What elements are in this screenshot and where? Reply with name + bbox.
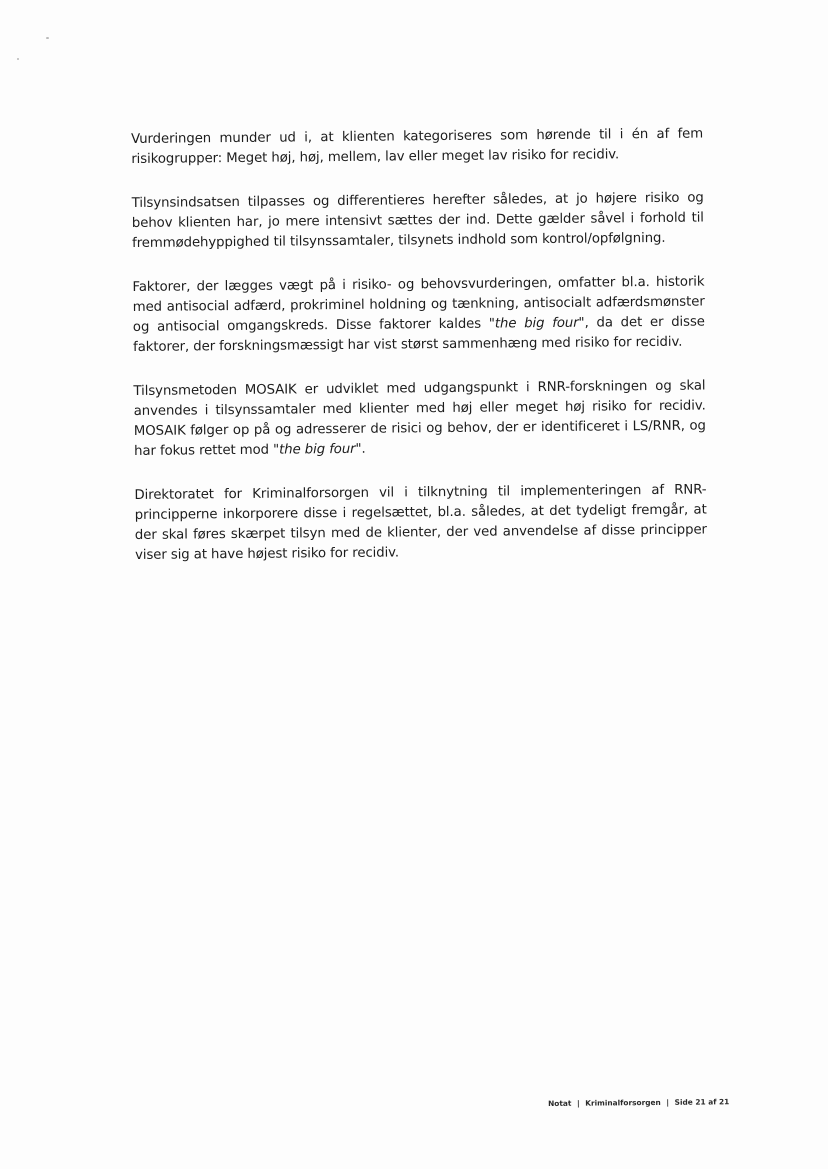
paragraph-text: . <box>361 441 366 457</box>
paragraph <box>132 273 705 358</box>
footer-page-label: Side 21 af 21 <box>674 1097 730 1107</box>
paragraph <box>134 480 707 565</box>
body-text <box>131 125 707 590</box>
paragraph-text: Vurderingen munder ud i, at klienten kategoriseres som hørende til i én af fem risikogrupper: Meget høj, høj, mellem, lav eller meget lav risiko for recidiv. <box>131 126 704 167</box>
page-footer <box>548 1097 729 1108</box>
footer-separator: | <box>666 1097 670 1107</box>
emphasized-text: "the big four" <box>488 315 585 332</box>
footer-doc-type: Notat <box>548 1098 572 1108</box>
paragraph-text: Direktoratet for Kriminalforsorgen vil i tilknytning til implementeringen af RNR-principperne inkorporere disse i regelsættet, bl.a. således, at det tydeligt fremgår, at der skal føres skærpet tilsyn med de klienter, der ved anvendelse af disse principper viser sig at have højest risiko for recidiv. <box>134 482 707 563</box>
paragraph <box>132 189 705 254</box>
emphasized-text: "the big four" <box>273 441 362 458</box>
scan-speck <box>46 37 49 39</box>
paragraph <box>133 376 706 461</box>
paragraph <box>131 125 703 170</box>
scan-speck <box>17 58 19 60</box>
paragraph-text: Tilsynsmetoden MOSAIK er udviklet med udgangspunkt i RNR-forskningen og skal anvendes i tilsynssamtaler med klienter med høj eller meget høj risiko for recidiv. MOSAIK følger op på og adresserer de risici og behov, der er identificeret i LS/RNR, og har fokus rettet mod <box>133 378 706 459</box>
footer-organization: Kriminalforsorgen <box>585 1097 661 1108</box>
paragraph-text: , da det er disse faktorer, der forskningsmæssigt har vist størst sammenhæng med risiko for recidiv. <box>133 314 705 355</box>
paragraph-text: Faktorer, der lægges vægt på i risiko- og behovsvurderingen, omfatter bl.a. historik med antisocial adfærd, prokriminel holdning og tænkning, antisocialt adfærdsmønster og antisocial omgangskreds. Disse faktorer kaldes <box>132 274 705 335</box>
footer-separator: | <box>576 1098 580 1108</box>
paragraph-text: Tilsynsindsatsen tilpasses og differentieres herefter således, at jo højere risiko og behov klienten har, jo mere intensivt sættes der ind. Dette gælder såvel i forhold til fremmødehyppighed til tilsynssamtaler, tilsynets indhold som kontrol/opfølgning. <box>131 190 704 251</box>
